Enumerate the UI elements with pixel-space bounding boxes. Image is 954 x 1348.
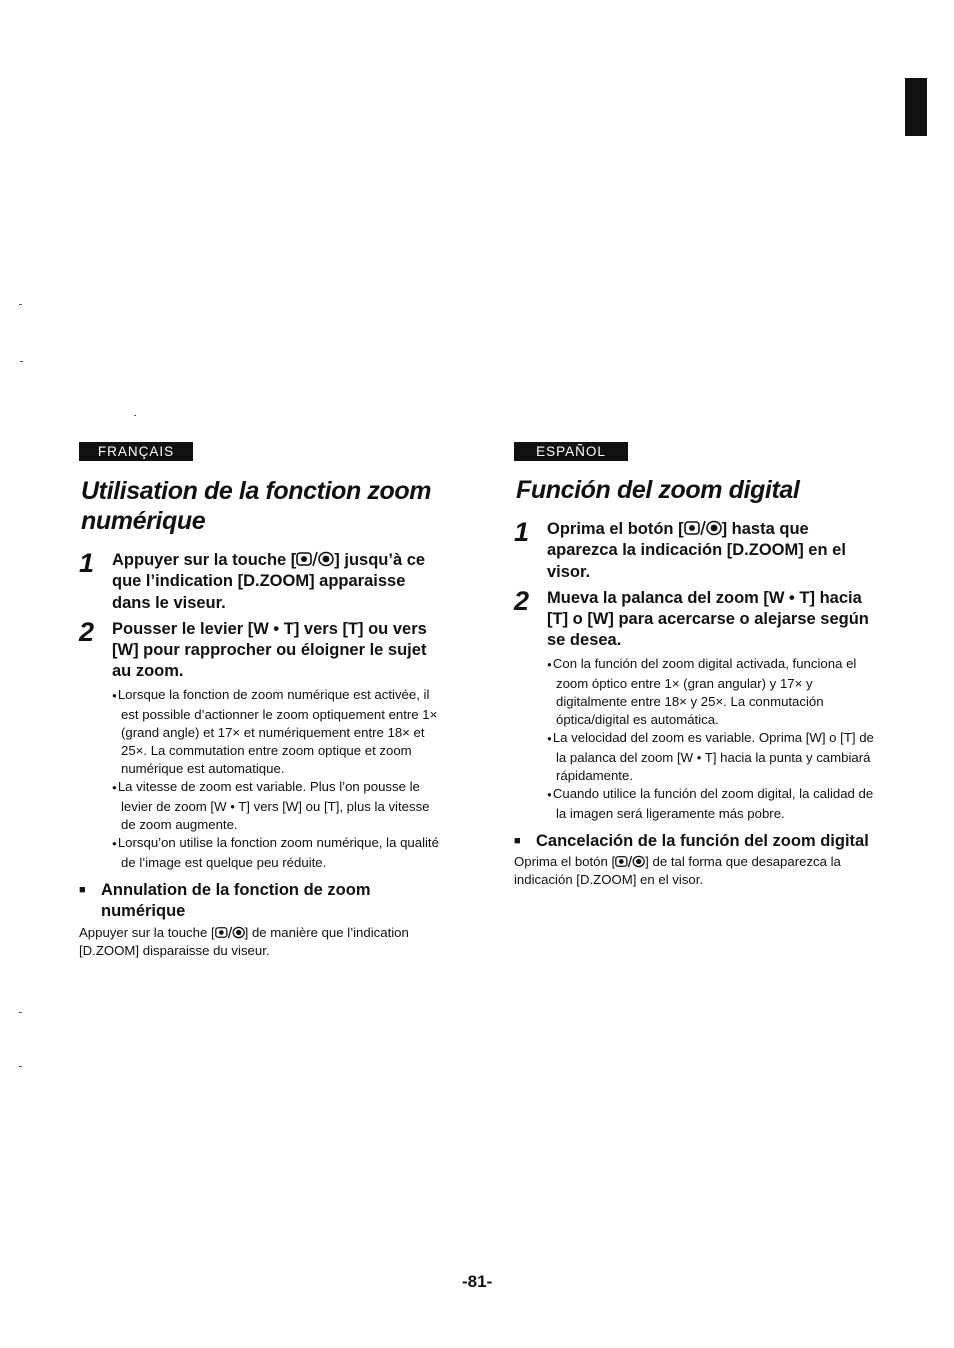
square-bullet-icon: ■ [514,834,521,847]
step-text: Pousser le levier [W • T] vers [T] ou vers [W] pour rapprocher ou éloigner le sujet au zoom. [112,619,427,681]
step-text [112,550,444,614]
step-text-post: ] jusqu’à ce que l’indication [D.ZOOM] apparaisse dans le viseur. [112,551,426,612]
spanish-step-2 [514,585,882,652]
french-step-2 [79,616,444,683]
scan-speck [134,415,136,416]
scan-speck [20,361,23,362]
french-subheading [79,880,444,923]
subheading-text: Cancelación de la función del zoom digital [536,831,869,850]
scan-speck [19,1066,22,1067]
note-text-post: ] de manière que l’indication [D.ZOOM] disparaisse du viseur. [79,924,409,958]
list-item: ● Con la función del zoom digital activada, funciona el zoom óptico entre 1× (gran angular) y 17× y digitalmente entre 18× y 25×. La conmutación óptica/digital es automática. [547,655,882,729]
spanish-subheading [514,831,882,853]
camera-slash-record-icon [215,926,245,939]
scan-speck [19,1012,22,1013]
note-text-pre: Appuyer sur la touche [ [79,924,215,940]
french-note [79,924,444,960]
page-number: -81- [462,1272,493,1291]
step-number: 1 [79,548,95,578]
list-item: ● Lorsque la fonction de zoom numérique est activée, il est possible d’actionner le zoom optiquement entre 1× (grand angle) et 17× et numériquement entre 18× et 25×. La commutation entre zoom optique et zoom numérique est automatique. [112,686,444,778]
language-tab-french: FRANÇAIS [79,442,193,461]
spanish-title: Función del zoom digital [516,476,800,504]
french-title: Utilisation de la fonction zoom numérique [81,477,432,535]
french-bullet-list [112,686,444,872]
step-number: 2 [514,585,530,616]
list-item: ● Cuando utilice la función del zoom digital, la calidad de la imagen será ligeramente más pobre. [547,785,882,823]
step-text-pre: Appuyer sur la touche [ [112,551,297,569]
camera-slash-record-icon [615,855,645,868]
camera-slash-record-icon [684,520,722,536]
language-tab-spanish: ESPAÑOL [514,442,628,461]
step-text [547,519,882,583]
step-number: 1 [514,517,530,547]
french-column [79,442,444,960]
list-item: ● La velocidad del zoom es variable. Oprima [W] o [T] de la palanca del zoom [W • T] hacia la punta y cambiará rápidamente. [547,729,882,785]
spanish-note [514,853,882,889]
list-item: ● Lorsqu’on utilise la fonction zoom numérique, la qualité de l’image est quelque peu réduite. [112,834,444,872]
square-bullet-icon: ■ [79,883,86,896]
subheading-text: Annulation de la fonction de zoom numérique [101,880,371,921]
list-item: ● La vitesse de zoom est variable. Plus l’on pousse le levier de zoom [W • T] vers [W] ou [T], plus la vitesse de zoom augmente. [112,778,444,834]
spanish-bullet-list [547,655,882,823]
spanish-column [514,442,882,889]
spanish-step-1 [514,519,882,583]
scan-speck [19,304,22,305]
note-text-post: ] de tal forma que desaparezca la indicación [D.ZOOM] en el visor. [514,854,841,888]
step-text-pre: Oprima el botón [ [547,520,684,538]
note-text-pre: Oprima el botón [ [514,854,616,870]
step-number: 2 [79,616,95,647]
step-text-post: ] hasta que aparezca la indicación [D.ZOOM] en el visor. [547,520,846,581]
page-edge-tab [905,78,927,136]
step-text: Mueva la palanca del zoom [W • T] hacia [T] o [W] para acercarse o alejarse según se desea. [547,588,869,650]
french-step-1 [79,550,444,614]
camera-slash-record-icon [296,551,334,567]
